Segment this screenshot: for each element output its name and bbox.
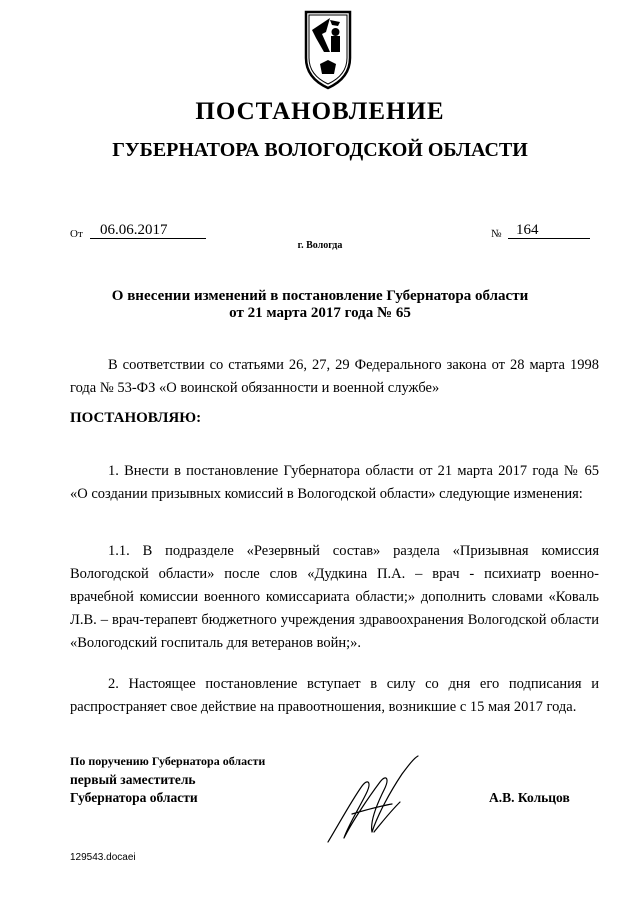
number-label: № bbox=[491, 228, 502, 240]
number-value: 164 bbox=[508, 222, 590, 239]
date-label: От bbox=[70, 228, 83, 240]
file-reference: 129543.docaei bbox=[70, 852, 136, 863]
item-1-paragraph: 1. Внести в постановление Губернатора области от 21 марта 2017 года № 65 «О создании призывных комиссий в Вологодской области» следующие изменения: bbox=[70, 463, 599, 502]
subject-line-1: О внесении изменений в постановление Губернатора области bbox=[111, 288, 529, 304]
document-title: ПОСТАНОВЛЕНИЕ bbox=[195, 98, 445, 125]
date-value: 06.06.2017 bbox=[90, 222, 206, 239]
issuer-title: ГУБЕРНАТОРА ВОЛОГОДСКОЙ ОБЛАСТИ bbox=[112, 139, 528, 161]
signatory-authority-line: По поручению Губернатора области bbox=[70, 754, 266, 768]
signatory-position-line-2: Губернатора области bbox=[70, 790, 198, 805]
subject-line-2: от 21 марта 2017 года № 65 bbox=[229, 305, 411, 321]
item-2-paragraph: 2. Настоящее постановление вступает в силу со дня его подписания и распространяет свое действие на правоотношения, возникшие с 15 мая 2017 года. bbox=[70, 676, 599, 715]
signatory-position-line: первый заместитель bbox=[70, 772, 196, 787]
decree-heading: ПОСТАНОВЛЯЮ: bbox=[70, 410, 202, 426]
coat-of-arms-emblem bbox=[300, 8, 356, 92]
signatory-name: А.В. Кольцов bbox=[489, 790, 570, 805]
handwritten-signature bbox=[322, 752, 442, 848]
item-1-1-paragraph: 1.1. В подразделе «Резервный состав» раздела «Призывная комиссия Вологодской области» после слов «Дудкина П.А. – врач - психиатр военно-врачебной комиссии военного комиссариата области;» дополнить словами «Коваль Л.В. – врач-терапевт бюджетного учреждения здравоохранения Вологодской области «Вологодский госпиталь для ветеранов войн;». bbox=[70, 543, 599, 651]
preamble-paragraph: В соответствии со статьями 26, 27, 29 Федерального закона от 28 марта 1998 года № 53-ФЗ «О воинской обязанности и военной службе» bbox=[70, 357, 599, 396]
city-label: г. Вологда bbox=[297, 240, 343, 251]
